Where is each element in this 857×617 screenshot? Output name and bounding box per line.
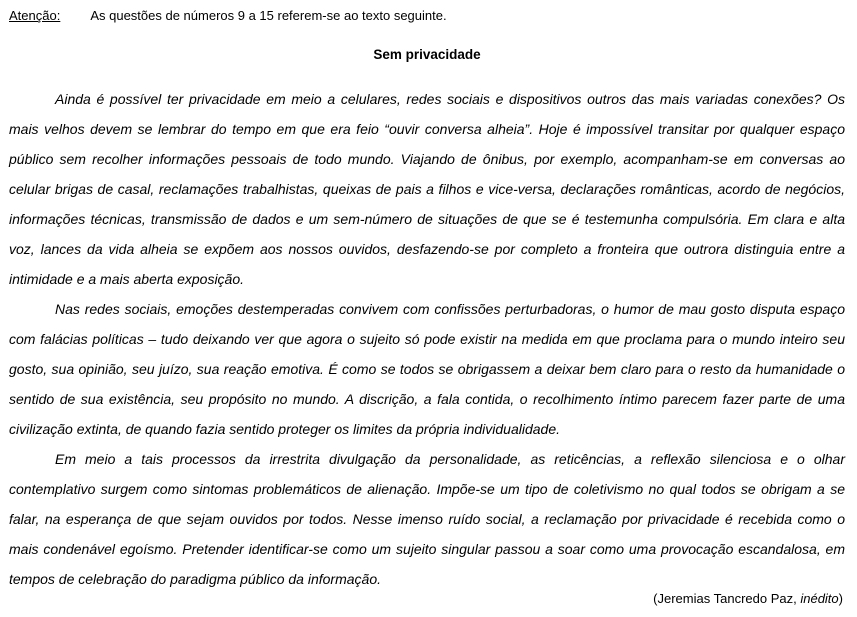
text-body [9,84,845,594]
attention-instruction: As questões de números 9 a 15 referem-se ao texto seguinte. [90,8,447,23]
text-title: Sem privacidade [373,47,481,62]
paragraph-1: Ainda é possível ter privacidade em meio a celulares, redes sociais e dispositivos outros das mais variadas conexões? Os mais velhos devem se lembrar do tempo em que era feio “ouvir conversa alheia”. Hoje é impossível transitar por qualquer espaço público sem recolher informações pessoais de todo mundo. Viajando de ônibus, por exemplo, acompanham-se em conversas ao celular brigas de casal, reclamações trabalhistas, queixas de pais a filhos e vice-versa, declarações românticas, acordo de negócios, informações técnicas, transmissão de dados e um sem-número de situações de que se é testemunha compulsória. Em clara e alta voz, lances da vida alheia se expõem aos nossos ouvidos, desfazendo-se por completo a fronteira que outrora distinguia entre a intimidade e a mais aberta exposição. [9,91,845,287]
attention-row [9,8,845,24]
paragraph-3: Em meio a tais processos da irrestrita divulgação da personalidade, as reticências, a reflexão silenciosa e o olhar contemplativo surgem como sintomas problemáticos de alienação. Impõe-se um tipo de coletivismo no qual todos se obrigam a se falar, na esperança de que sejam ouvidos por todos. Nesse imenso ruído social, a reclamação por privacidade é recebida como o mais condenável egoísmo. Pretender identificar-se como um sujeito singular passou a soar como uma provocação escandalosa, em tempos de celebração do paradigma público da informação. [9,451,845,587]
attribution-inedito: inédito [800,591,839,606]
attention-label: Atenção: [9,8,61,23]
attribution-author: (Jeremias Tancredo Paz, [653,591,801,606]
paragraph-2: Nas redes sociais, emoções destemperadas convivem com confissões perturbadoras, o humor de mau gosto disputa espaço com falácias políticas – tudo deixando ver que agora o sujeito só pode existir na medida em que proclama para o mundo inteiro seu gosto, sua opinião, seu juízo, sua reação emotiva. É como se todos se obrigassem a deixar bem claro para o resto da humanidade o sentido de sua existência, seu propósito no mundo. A discrição, a fala contida, o recolhimento íntimo parecem fazer parte de uma civilização extinta, de quando fazia sentido proteger os limites da própria individualidade. [9,301,845,437]
attribution-close-paren: ) [838,591,843,606]
attribution-line [653,591,843,607]
